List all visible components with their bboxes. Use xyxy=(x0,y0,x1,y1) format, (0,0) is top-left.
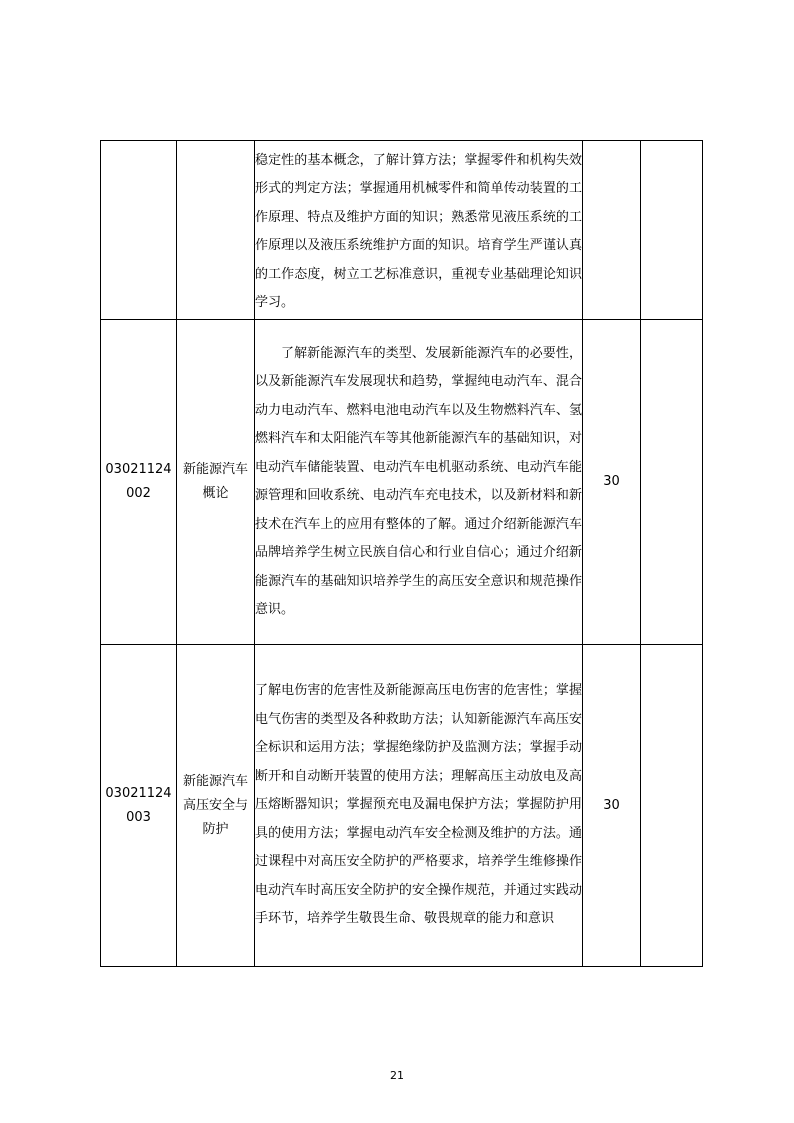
course-description-cell: 了解电伤害的危害性及新能源高压电伤害的危害性；掌握电气伤害的类型及各种救助方法；认知新能源汽车高压安全标识和运用方法；掌握绝缘防护及监测方法；掌握手动断开和自动断开装置的使用方法；理解高压主动放电及高压熔断器知识；掌握预充电及漏电保护方法；掌握防护用具的使用方法；掌握电动汽车安全检测及维护的方法。通过课程中对高压安全防护的严格要求，培养学生维修操作电动汽车时高压安全防护的安全操作规范，并通过实践动手环节，培养学生敬畏生命、敬畏规章的能力和意识 xyxy=(255,645,583,967)
course-name-cell: 新能源汽车概论 xyxy=(177,320,255,645)
table-row xyxy=(101,645,703,967)
course-code-line1: 03021124 xyxy=(105,462,172,477)
course-name-cell xyxy=(177,141,255,320)
course-code-line2: 003 xyxy=(126,809,151,825)
course-table xyxy=(100,140,703,967)
course-code-cell xyxy=(101,645,177,967)
course-code-line2: 002 xyxy=(126,486,151,501)
table-row xyxy=(101,320,703,645)
course-code-cell xyxy=(101,141,177,320)
course-description-cell: 了解新能源汽车的类型、发展新能源汽车的必要性，以及新能源汽车发展现状和趋势，掌握纯电动汽车、混合动力电动汽车、燃料电池电动汽车以及生物燃料汽车、氢燃料汽车和太阳能汽车等其他新能源汽车的基础知识，对电动汽车储能装置、电动汽车电机驱动系统、电动汽车能源管理和回收系统、电动汽车充电技术，以及新材料和新技术在汽车上的应用有整体的了解。通过介绍新能源汽车品牌培养学生树立民族自信心和行业自信心；通过介绍新能源汽车的基础知识培养学生的高压安全意识和规范操作意识。 xyxy=(255,320,583,645)
course-note-cell xyxy=(641,645,703,967)
page-number: 21 xyxy=(390,1069,404,1082)
course-note-cell xyxy=(641,141,703,320)
table-row xyxy=(101,141,703,320)
course-hours-cell xyxy=(583,141,641,320)
course-hours-cell: 30 xyxy=(583,645,641,967)
course-description-cell: 稳定性的基本概念，了解计算方法；掌握零件和机构失效形式的判定方法；掌握通用机械零件和简单传动装置的工作原理、特点及维护方面的知识；熟悉常见液压系统的工作原理以及液压系统维护方面的知识。培育学生严谨认真的工作态度，树立工艺标准意识，重视专业基础理论知识学习。 xyxy=(255,141,583,320)
course-name-cell: 新能源汽车高压安全与防护 xyxy=(177,645,255,967)
course-code-line1: 03021124 xyxy=(105,785,172,801)
course-code-cell xyxy=(101,320,177,645)
course-note-cell xyxy=(641,320,703,645)
course-hours-cell: 30 xyxy=(583,320,641,645)
